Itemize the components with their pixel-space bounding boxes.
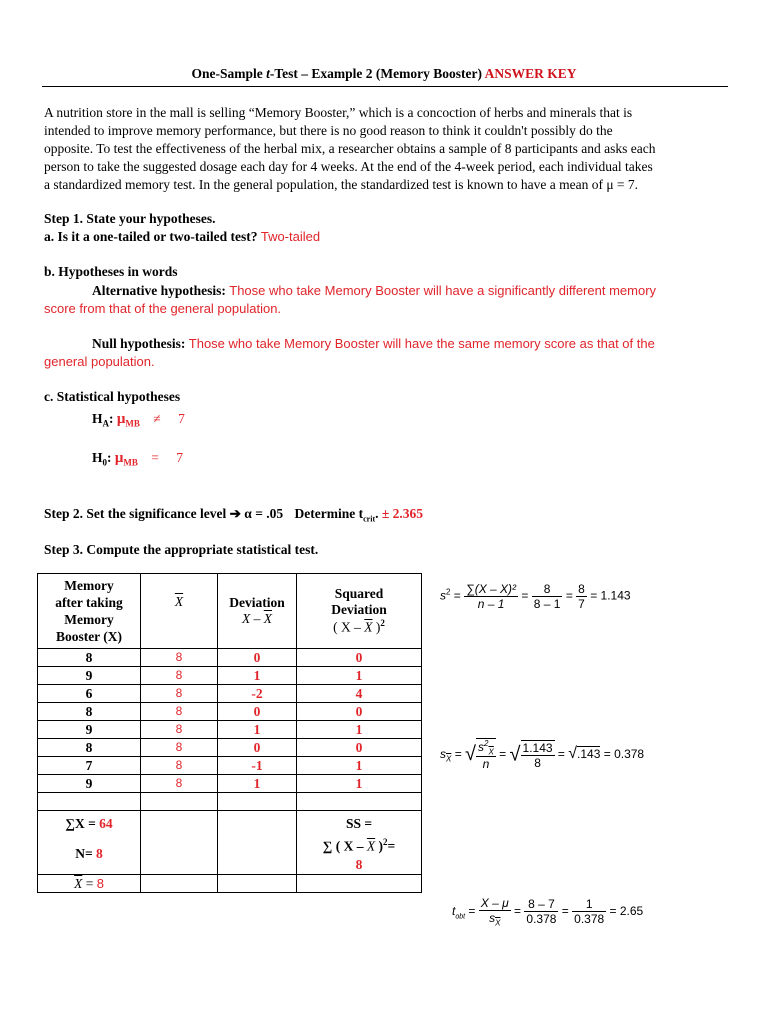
step1-c-heading: c. Statistical hypotheses <box>44 389 181 404</box>
alternative-hypothesis <box>44 282 728 318</box>
paren-close: ) <box>372 619 381 635</box>
denominator: n <box>482 757 490 772</box>
x-symbol: X <box>242 611 251 626</box>
ha-h: H <box>92 411 103 426</box>
sqrt-fraction <box>521 740 555 770</box>
cell-x: 7 <box>38 757 141 775</box>
numerator: 8 <box>532 582 563 597</box>
numerator: 1 <box>572 897 606 912</box>
cell-mean: 8 <box>141 703 218 721</box>
ss-label: SS = <box>345 816 373 831</box>
cell-sq: 4 <box>297 685 422 703</box>
blank-cell <box>218 874 297 892</box>
blank-cell <box>218 811 297 875</box>
cell-sq: 1 <box>297 775 422 793</box>
cell-x: 8 <box>38 739 141 757</box>
denominator: 7 <box>578 597 585 611</box>
variance-fraction-3 <box>576 582 587 611</box>
intro-line: A nutrition store in the mall is selling “Memory Booster,” which is a concoction of herbs and minerals that is <box>44 105 633 120</box>
ss-formula-part: = <box>387 838 396 854</box>
alt-text-line1: Those who take Memory Booster will have a significantly different memory <box>229 283 657 298</box>
ss-formula-part: ) <box>375 838 384 854</box>
cell-dev: 0 <box>218 703 297 721</box>
cell-dev: 1 <box>218 721 297 739</box>
table-row <box>38 685 422 703</box>
ha-operator: ≠ <box>153 411 161 426</box>
question-a-text: a. Is it a one-tailed or two-tailed test? <box>44 229 258 244</box>
x-bar: $\overline{X}$ <box>74 875 83 891</box>
ha-mu: μ <box>116 411 126 427</box>
sub: obt <box>455 913 466 921</box>
header-line: Memory <box>64 578 114 593</box>
cell-x: 6 <box>38 685 141 703</box>
blank-cell <box>141 793 218 811</box>
cell-dev: 1 <box>218 667 297 685</box>
header-memory <box>38 574 141 649</box>
blank-cell <box>38 793 141 811</box>
t-symbol: t <box>452 903 456 918</box>
cell-sq: 1 <box>297 757 422 775</box>
h0-statement <box>92 449 183 472</box>
h0-operator: = <box>151 450 159 465</box>
cell-dev: -1 <box>218 757 297 775</box>
tobt-result: = 2.65 <box>609 903 644 918</box>
s-symbol: s <box>489 911 496 925</box>
ha-sub: A <box>102 418 110 429</box>
cell-x: 9 <box>38 775 141 793</box>
h0-h: H <box>92 450 103 465</box>
right-arrow-icon: ➔ <box>229 506 241 521</box>
alt-label: Alternative hypothesis: <box>92 283 226 298</box>
crit-sub: crit <box>363 514 376 524</box>
equals: = <box>82 875 97 891</box>
x-bar: $\overline{X}$ <box>364 619 373 635</box>
ha-statement <box>92 410 185 433</box>
cell-dev: 1 <box>218 775 297 793</box>
title-divider <box>42 86 728 87</box>
cell-dev: 0 <box>218 739 297 757</box>
cell-mean: 8 <box>141 757 218 775</box>
blank-cell <box>297 793 422 811</box>
mean-value: 8 <box>96 875 104 891</box>
ha-value: 7 <box>178 411 185 426</box>
squared-sup: 2 <box>380 618 385 629</box>
header-line: Memory <box>64 612 114 627</box>
sum-value: 64 <box>99 816 113 831</box>
cell-x: 8 <box>38 703 141 721</box>
h0-mu-sub: MB <box>123 457 138 468</box>
variance-result: = 1.143 <box>590 588 631 603</box>
sub: X <box>488 747 494 757</box>
answer-key-label: ANSWER KEY <box>484 66 577 81</box>
sum-label: ∑X = <box>65 816 100 831</box>
s-symbol: s <box>478 740 485 754</box>
blank-cell <box>141 874 218 892</box>
alpha-value: α = .05 <box>244 506 284 521</box>
table-mean-row <box>38 874 422 892</box>
sup: 2 <box>446 587 451 597</box>
minus-symbol: – <box>250 611 264 626</box>
table-row <box>38 775 422 793</box>
null-text-line2: general population. <box>44 354 155 369</box>
s-symbol: s <box>440 746 446 761</box>
page-title <box>0 66 768 82</box>
numerator: 1.143 <box>522 740 553 755</box>
sqrt-value: .143 <box>577 746 601 761</box>
intro-line: intended to improve memory performance, but there is no good reason to think it couldn't possibly do the <box>44 123 613 138</box>
denominator: 0.378 <box>526 912 557 927</box>
blank-cell <box>141 811 218 875</box>
table-row <box>38 667 422 685</box>
sqrt-3: √.143 <box>568 744 601 762</box>
variance-formula: $s^2$ = $\frac{\text{∑(X – X)²}}{n - 1}$ = $\frac{8}{8 - 1}$ = $\frac{8}{7}$ = 1.143 <box>440 582 631 611</box>
cell-sq: 0 <box>297 703 422 721</box>
table-header-row <box>38 574 422 649</box>
sub: X <box>495 918 501 928</box>
table-row <box>38 721 422 739</box>
sem-result: = 0.378 <box>603 746 645 761</box>
cell-ss <box>297 811 422 875</box>
cell-sq: 0 <box>297 649 422 667</box>
determine-tcrit: Determine t <box>294 506 364 521</box>
x-bar: $\overline{X}$ <box>174 594 184 609</box>
numerator: ∑(X – X)² <box>466 582 517 596</box>
intro-line: a standardized memory test. In the general population, the standardized test is known to have a mean of μ = 7. <box>44 177 639 192</box>
variance-fraction-2 <box>532 582 563 611</box>
numerator: 8 <box>578 582 585 596</box>
null-hypothesis <box>44 335 728 371</box>
variance-fraction-1 <box>464 582 518 611</box>
sup: 2 <box>484 739 489 748</box>
crit-dot: . <box>375 506 379 521</box>
denominator: 8 – 1 <box>533 597 561 611</box>
tobt-formula: $t_{obt}$ = $\frac{X - \mu}{s_{\overline{X}}}$ = $\frac{8 - 7}{0.378}$ = $\frac{1}{0.378}$ = 2.65 <box>452 896 644 928</box>
cell-mean-value <box>38 874 141 892</box>
header-line: Deviation <box>229 595 285 610</box>
h0-value: 7 <box>176 450 184 465</box>
cell-x: 9 <box>38 667 141 685</box>
cell-mean: 8 <box>141 649 218 667</box>
intro-line: person to take the suggested dosage each day for 4 weeks. At the end of the 4-week period, each individual takes <box>44 159 653 174</box>
step1-heading: Step 1. State your hypotheses. <box>44 211 216 226</box>
x-bar: $\overline{X}$ <box>263 611 272 626</box>
cell-dev: -2 <box>218 685 297 703</box>
denominator: 8 <box>534 755 541 770</box>
table-row <box>38 739 422 757</box>
sem-formula: $s_{\overline{X}}$ = √ $\frac{s^2_{\overline{X}}}{n}$ = √ $\frac{1.143}{8}$ = √.143 = 0.378 <box>440 739 645 772</box>
ss-formula-part: ∑ ( X – <box>322 838 367 854</box>
h0-mu: μ <box>114 450 124 466</box>
header-line: Booster (X) <box>55 629 123 644</box>
sqrt-2: √ $\frac{1.143}{8}$ <box>509 740 553 770</box>
cell-sum-n <box>38 811 141 875</box>
cell-x: 9 <box>38 721 141 739</box>
tcrit-value: ± 2.365 <box>381 506 424 521</box>
x-bar: $\overline{X}$ <box>366 838 376 854</box>
title-suffix: -Test – Example 2 (Memory Booster) <box>269 66 485 81</box>
table-row <box>38 703 422 721</box>
intro-paragraph <box>44 104 728 194</box>
cell-mean: 8 <box>141 685 218 703</box>
tobt-fraction-3 <box>572 897 606 926</box>
h0-sub: 0 <box>102 457 108 468</box>
table-row <box>38 649 422 667</box>
ha-mu-sub: MB <box>125 418 140 429</box>
alt-text-line2: score from that of the general population. <box>44 301 282 316</box>
n-label: N= <box>75 846 97 861</box>
step3-heading: Step 3. Compute the appropriate statistical test. <box>44 542 319 557</box>
blank-cell <box>297 874 422 892</box>
cell-dev: 0 <box>218 649 297 667</box>
header-squared-deviation <box>297 574 422 649</box>
header-mean <box>141 574 218 649</box>
table-summary-row <box>38 811 422 875</box>
tobt-fraction-1 <box>479 896 511 927</box>
answer-a: Two-tailed <box>260 229 321 244</box>
intro-line: opposite. To test the effectiveness of the herbal mix, a researcher obtains a sample of 8 participants and asks each <box>44 141 656 156</box>
blank-cell <box>218 793 297 811</box>
null-label: Null hypothesis: <box>92 336 186 351</box>
header-line: after taking <box>55 595 123 610</box>
header-deviation <box>218 574 297 649</box>
cell-sq: 1 <box>297 667 422 685</box>
cell-mean: 8 <box>141 739 218 757</box>
cell-mean: 8 <box>141 721 218 739</box>
squared-sup: 2 <box>383 837 388 847</box>
h0-colon: : <box>107 450 112 465</box>
step1-question-a <box>44 228 320 246</box>
table-row-blank <box>38 793 422 811</box>
header-line: Squared <box>334 586 384 602</box>
denominator: 0.378 <box>574 912 605 927</box>
step1-b-heading: b. Hypotheses in words <box>44 264 178 279</box>
step2-line <box>44 505 423 529</box>
cell-mean: 8 <box>141 775 218 793</box>
data-table <box>37 573 422 893</box>
denominator: n – 1 <box>477 597 505 611</box>
step2-text: Step 2. Set the significance level <box>44 506 227 521</box>
null-text-line1: Those who take Memory Booster will have the same memory score as that of the <box>188 336 655 351</box>
title-prefix: One-Sample <box>191 66 267 81</box>
title-t: t <box>266 66 270 81</box>
sqrt-1: √ $\frac{s^2_{\overline{X}}}{n}$ <box>465 739 494 772</box>
cell-sq: 0 <box>297 739 422 757</box>
ha-colon: : <box>109 411 114 426</box>
table-row <box>38 757 422 775</box>
numerator: 8 – 7 <box>524 897 558 912</box>
cell-mean: 8 <box>141 667 218 685</box>
tobt-fraction-2 <box>524 897 558 926</box>
n-value: 8 <box>96 846 103 861</box>
header-line: Deviation <box>331 602 387 618</box>
equals: = <box>453 588 461 603</box>
sub: X <box>446 754 452 764</box>
s-symbol: s <box>440 588 446 603</box>
numerator: X – μ <box>480 896 509 910</box>
cell-x: 8 <box>38 649 141 667</box>
paren-open: ( X – <box>333 619 365 635</box>
ss-value: 8 <box>355 856 363 872</box>
sqrt-fraction <box>476 738 496 771</box>
cell-sq: 1 <box>297 721 422 739</box>
